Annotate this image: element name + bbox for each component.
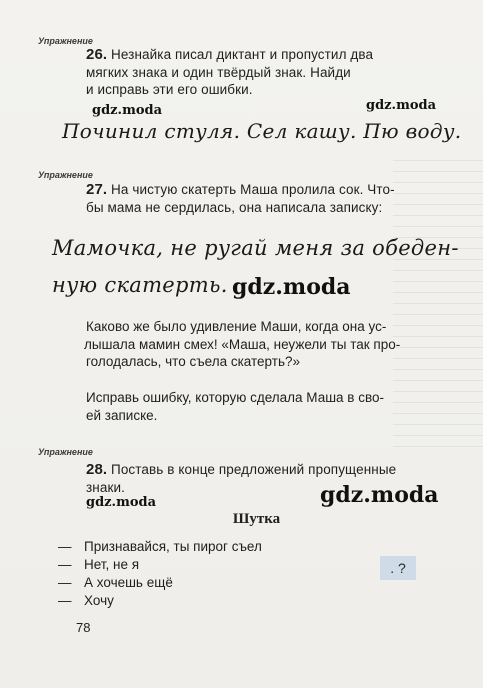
exercise-28-number: 28. xyxy=(86,461,108,478)
exercise-28-line-1: 28. Поставь в конце предложений пропущенные xyxy=(86,461,397,478)
handwriting-27-line-2: ную скатерть. xyxy=(52,273,228,297)
exercise-27-task xyxy=(86,181,460,216)
handwriting-26: Починил стуля. Сел кашу. Пю воду. xyxy=(62,119,462,143)
dialog-line: — Нет, не я xyxy=(58,557,140,572)
paragraph-line: голодалась, что съела скатерть?» xyxy=(86,354,300,369)
dialog-line: — А хочешь ещё xyxy=(58,575,173,590)
dialog-line: — Признавайся, ты пирог съел xyxy=(58,539,262,554)
exercise-27-line-1: 27. На чистую скатерть Маша пролила сок. Что- xyxy=(86,181,395,198)
exercise-label-26: Упражнение xyxy=(38,36,93,46)
watermark: gdz.moda xyxy=(92,103,163,118)
page-number: 78 xyxy=(76,620,91,635)
exercise-27-paragraph-2 xyxy=(86,389,460,424)
dialog-line: — Хочу xyxy=(58,593,114,608)
exercise-label-27: Упражнение xyxy=(38,170,93,180)
exercise-28-line-2: знаки. xyxy=(86,479,125,495)
exercise-26-number: 26. xyxy=(86,46,108,63)
watermark: gdz.moda xyxy=(366,98,437,113)
exercise-27-number: 27. xyxy=(86,181,108,198)
watermark: gdz.moda xyxy=(86,495,157,510)
story-title: Шутка xyxy=(232,511,281,527)
exercise-27-paragraph-1 xyxy=(86,318,460,371)
watermark: gdz.moda xyxy=(320,482,439,508)
exercise-26-task xyxy=(86,46,460,99)
watermark: gdz.moda xyxy=(232,274,351,300)
exercise-26-line-3: и исправь эти его ошибки. xyxy=(86,82,253,97)
handwriting-27-line-1: Мамочка, не ругай меня за обеден- xyxy=(52,236,459,260)
paragraph-line: Каково же было удивление Маши, когда она ус- xyxy=(86,319,387,334)
paragraph-line: Исправь ошибку, которую сделала Маша в сво- xyxy=(86,390,384,405)
paragraph-line: лышала мамин смех! «Маша, неужели ты так про- xyxy=(84,336,401,352)
paragraph-line: ей записке. xyxy=(86,407,158,423)
exercise-27-line-2: бы мама не сердилась, она написала записку: xyxy=(86,199,383,215)
exercise-label-28: Упражнение xyxy=(38,447,93,457)
exercise-26-line-2: мягких знака и один твёрдый знак. Найди xyxy=(86,64,351,80)
punctuation-hint-box: . ? xyxy=(380,556,416,580)
exercise-26-line-1: 26. Незнайка писал диктант и пропустил два xyxy=(86,46,374,63)
